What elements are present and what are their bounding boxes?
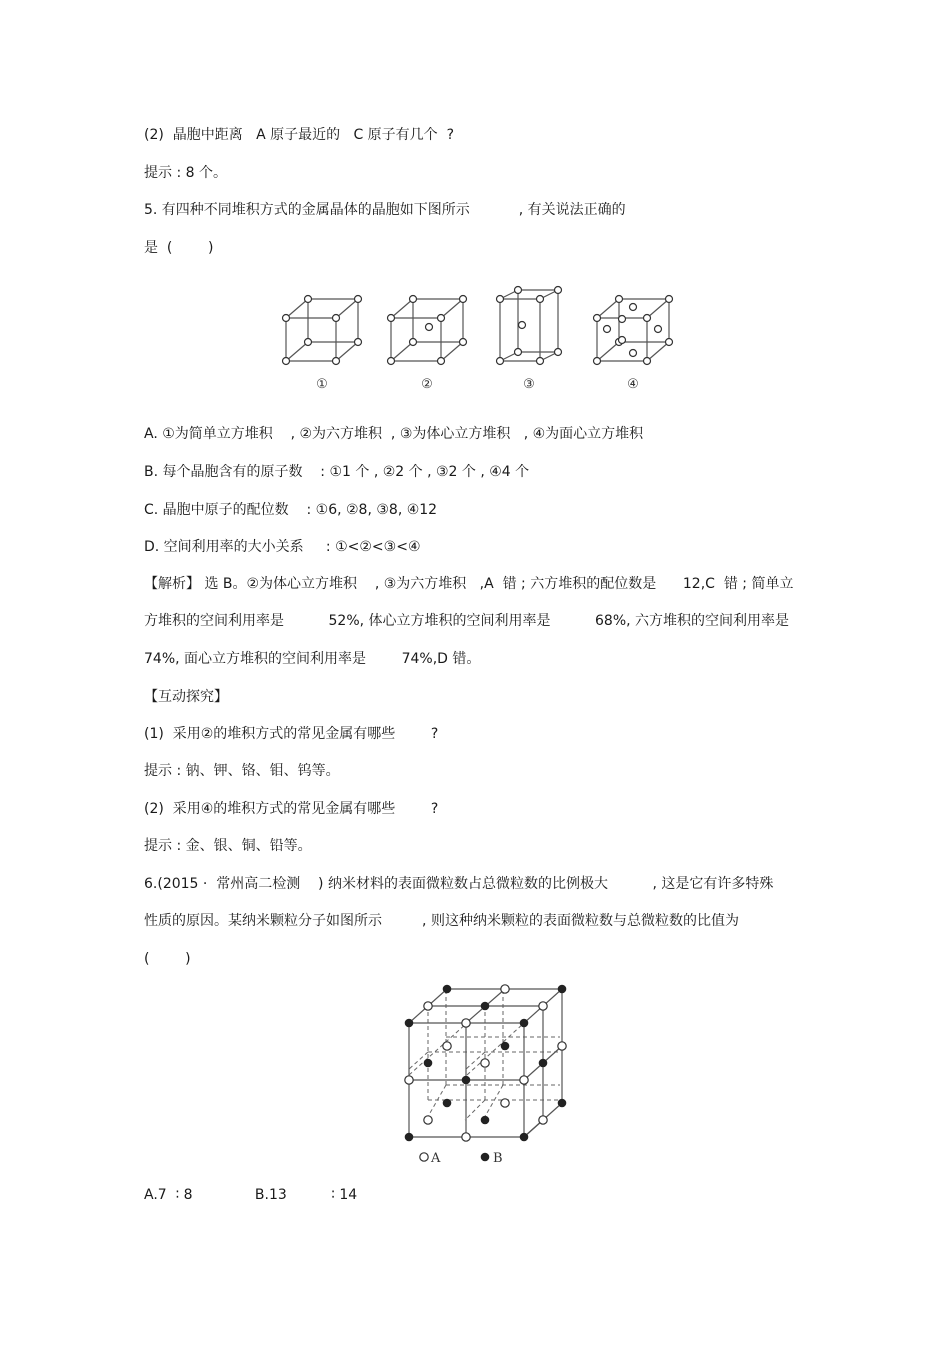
analysis-line-3: 74%, 面心立方堆积的空间利用率是 74%,D 错。: [144, 651, 481, 667]
question-6-answer-blank: ( ): [144, 951, 191, 967]
legend-b-marker: [481, 1153, 489, 1161]
explore-hint-1: 提示 : 钠、钾、铬、钼、钨等。: [144, 763, 340, 779]
legend-a-marker: [420, 1153, 428, 1161]
analysis-line-1: 【解析】 选 B。②为体心立方堆积 , ③为六方堆积 ,A 错 ; 六方堆积的配位数是 12,C 错 ; 简单立: [144, 576, 794, 592]
unit-cell-label-1: ①: [316, 377, 328, 392]
option-5b: B. 每个晶胞含有的原子数 : ①1 个 , ②2 个 , ③2 个 , ④4 个: [144, 464, 530, 480]
legend-a-label: A: [431, 1151, 441, 1166]
analysis-line-2: 方堆积的空间利用率是 52%, 体心立方堆积的空间利用率是 68%, 六方堆积的空间利用率是: [144, 613, 790, 629]
legend-b-label: B: [493, 1151, 503, 1166]
unit-cell-label-4: ④: [627, 377, 639, 392]
section-heading: 【互动探究】: [144, 689, 228, 705]
unit-cells-figure: [270, 285, 690, 395]
unit-cell-label-3: ③: [523, 377, 535, 392]
question-5-stem: 5. 有四种不同堆积方式的金属晶体的晶胞如下图所示 , 有关说法正确的: [144, 202, 626, 218]
question-4-sub2: (2) 晶胞中距离 A 原子最近的 C 原子有几个 ?: [144, 127, 455, 143]
hint-text: 提示 : 8 个。: [144, 165, 227, 181]
unit-cell-3: [497, 287, 562, 365]
question-6-stem-cont: 性质的原因。某纳米颗粒分子如图所示 , 则这种纳米颗粒的表面微粒数与总微粒数的比值为: [144, 913, 739, 929]
question-6-options: A.7 ∶ 8 B.13 ∶ 14: [144, 1187, 358, 1203]
unit-cell-2: [388, 296, 467, 365]
question-6-stem: 6.(2015 · 常州高二检测 ) 纳米材料的表面微粒数占总微粒数的比例极大 , 这是它有许多特殊: [144, 876, 774, 892]
option-5c: C. 晶胞中原子的配位数 : ①6, ②8, ③8, ④12: [144, 502, 438, 518]
explore-question-1: (1) 采用②的堆积方式的常见金属有哪些 ?: [144, 726, 439, 742]
unit-cell-label-2: ②: [421, 377, 433, 392]
explore-hint-2: 提示 : 金、银、铜、铅等。: [144, 838, 312, 854]
unit-cell-4: [594, 296, 673, 365]
unit-cell-1: [283, 296, 362, 365]
option-5d: D. 空间利用率的大小关系 : ①<②<③<④: [144, 539, 421, 555]
option-5a: A. ①为简单立方堆积 , ②为六方堆积 , ③为体心立方堆积 , ④为面心立方堆积: [144, 426, 644, 442]
nanoparticle-figure: [395, 980, 580, 1170]
explore-question-2: (2) 采用④的堆积方式的常见金属有哪些 ?: [144, 801, 439, 817]
question-5-stem-cont: 是 ( ): [144, 240, 214, 256]
